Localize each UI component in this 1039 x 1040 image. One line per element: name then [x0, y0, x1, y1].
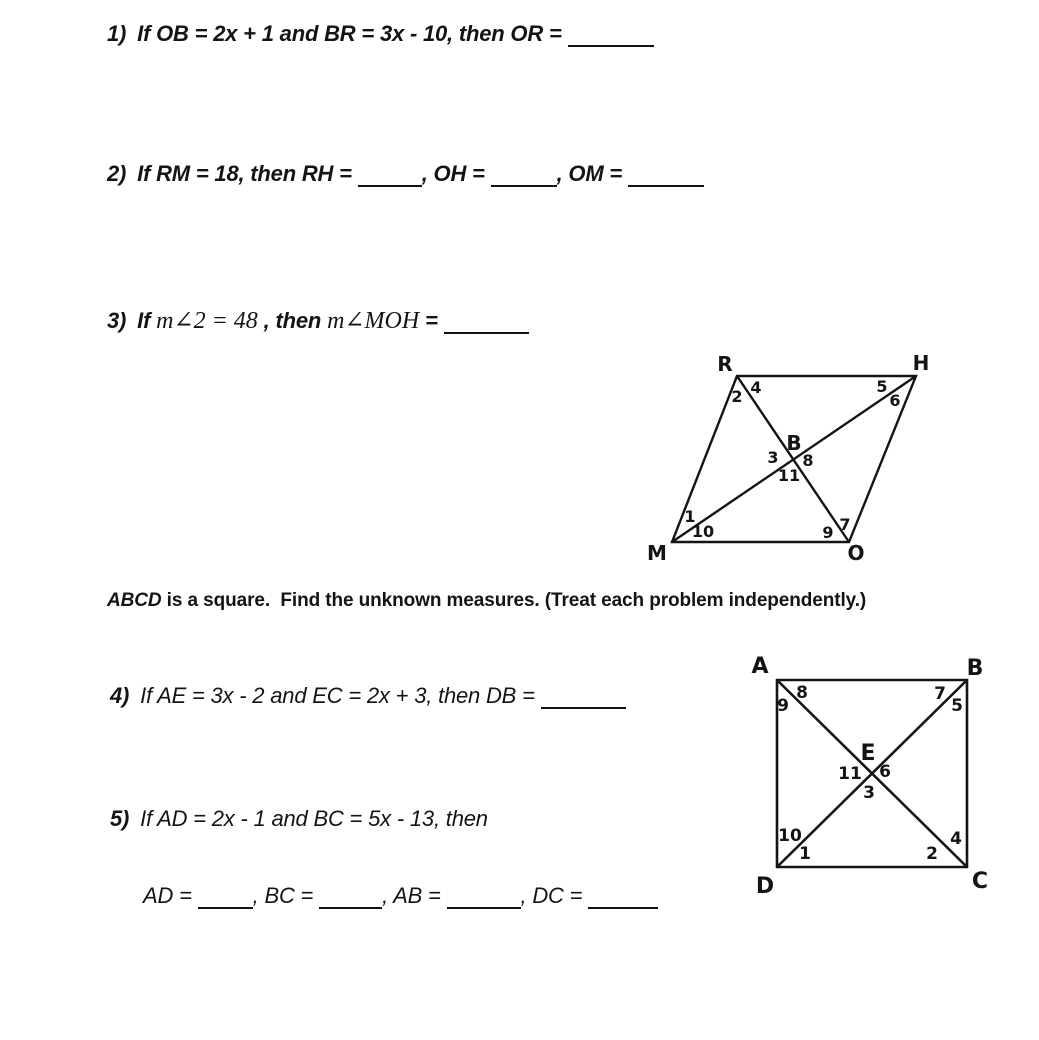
question-3-number: 3): [107, 308, 127, 333]
question-2-answer-blank-om: [628, 185, 704, 187]
square-vertex-label-c: C: [971, 869, 989, 894]
square-angle-label-9: 9: [777, 696, 789, 716]
question-3-text-then: , then: [257, 308, 328, 333]
square-figure: [740, 640, 1039, 900]
question-5-answers: [143, 883, 658, 909]
rhombus-angle-label-10: 10: [691, 522, 715, 541]
rhombus-center-label-b: B: [786, 431, 802, 455]
question-2-text-oh: , OH =: [421, 161, 491, 186]
rhombus-angle-label-3: 3: [767, 448, 779, 467]
section-heading-text: is a square. Find the unknown measures. (Treat each problem independently.): [161, 590, 867, 611]
square-angle-label-8: 8: [796, 683, 808, 703]
rhombus-vertex-label-h: H: [912, 351, 930, 375]
square-angle-label-11: 11: [838, 764, 862, 784]
question-4-text: If AE = 3x - 2 and EC = 2x + 3, then DB =: [140, 683, 541, 708]
square-vertex-label-a: A: [751, 654, 769, 679]
question-5-text: If AD = 2x - 1 and BC = 5x - 13, then: [140, 806, 488, 831]
question-3-text-if: If: [137, 308, 157, 333]
rhombus-angle-label-1: 1: [684, 507, 696, 526]
question-2-answer-blank-oh: [491, 185, 557, 187]
square-angle-label-6: 6: [879, 762, 891, 782]
square-angle-label-10: 10: [778, 826, 802, 846]
square-angle-label-3: 3: [863, 783, 875, 803]
question-3: [107, 307, 529, 335]
rhombus-diagonal-mh: [672, 376, 916, 542]
question-5-answer-blank-ad: [198, 907, 253, 909]
rhombus-vertex-label-o: O: [847, 541, 865, 565]
question-2-number: 2): [107, 161, 127, 186]
question-2-answer-blank-rh: [358, 185, 422, 187]
rhombus-figure: [640, 345, 960, 575]
question-5-answer-blank-dc: [588, 907, 658, 909]
rhombus-angle-label-11: 11: [777, 466, 801, 485]
question-2: [107, 161, 704, 187]
question-5: [110, 806, 488, 832]
question-5-text-ad: AD =: [143, 883, 198, 908]
question-3-math-angle-moh: m∠MOH: [327, 308, 420, 334]
question-4-number: 4): [110, 683, 130, 708]
square-angle-label-2: 2: [926, 844, 938, 864]
rhombus-angle-label-6: 6: [889, 391, 901, 410]
section-heading: [107, 589, 866, 613]
question-1-text: If OB = 2x + 1 and BR = 3x - 10, then OR =: [137, 21, 568, 46]
square-vertex-label-b: B: [966, 656, 984, 681]
square-angle-label-4: 4: [950, 829, 962, 849]
rhombus-vertex-label-m: M: [647, 541, 667, 565]
question-1: [107, 21, 654, 47]
question-5-number: 5): [110, 806, 130, 831]
rhombus-vertex-label-r: R: [717, 352, 733, 376]
question-3-equals: =: [419, 308, 444, 333]
question-3-math-angle2: m∠2 = 48: [156, 308, 258, 334]
square-angle-label-7: 7: [934, 684, 946, 704]
rhombus-angle-label-4: 4: [750, 378, 762, 397]
question-5-text-dc: , DC =: [520, 883, 589, 908]
question-5-text-bc: , BC =: [252, 883, 320, 908]
section-heading-abcd: ABCD: [107, 590, 162, 611]
question-4-answer-blank: [541, 707, 626, 709]
rhombus-angle-label-2: 2: [731, 387, 743, 406]
square-vertex-label-d: D: [755, 874, 775, 899]
question-1-number: 1): [107, 21, 127, 46]
question-5-answer-blank-bc: [319, 907, 382, 909]
rhombus-angle-label-7: 7: [839, 515, 851, 534]
question-2-text-rm: If RM = 18, then RH =: [137, 161, 358, 186]
rhombus-angle-label-8: 8: [802, 451, 814, 470]
question-5-answer-blank-ab: [447, 907, 521, 909]
question-2-text-om: , OM =: [556, 161, 628, 186]
square-center-label-e: E: [860, 741, 876, 766]
question-3-answer-blank: [444, 332, 529, 334]
square-angle-label-5: 5: [951, 696, 963, 716]
rhombus-angle-label-5: 5: [876, 377, 888, 396]
question-1-answer-blank: [568, 45, 654, 47]
question-4: [110, 683, 626, 709]
question-5-text-ab: , AB =: [382, 883, 447, 908]
rhombus-angle-label-9: 9: [822, 523, 834, 542]
square-angle-label-1: 1: [799, 844, 811, 864]
